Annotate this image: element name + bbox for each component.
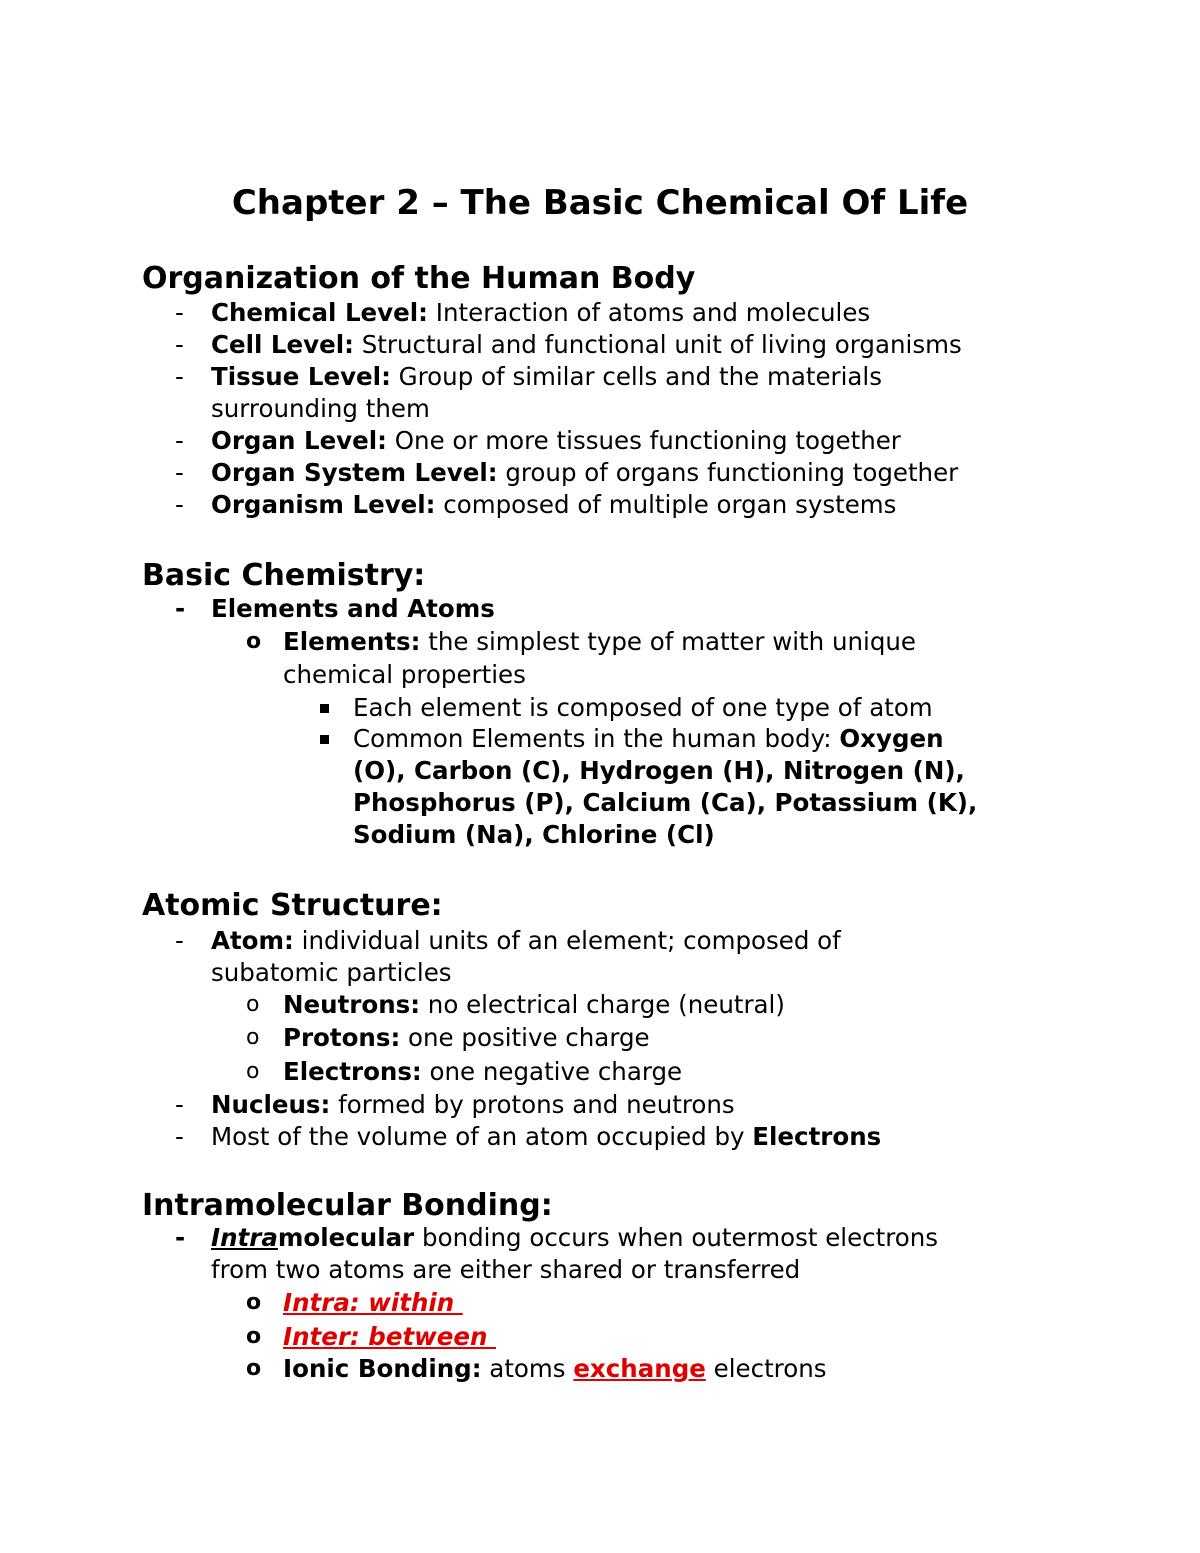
- circle-marker: o: [246, 992, 260, 1017]
- item-term: Tissue Level:: [211, 362, 391, 391]
- item-text: the simplest type of matter with unique: [420, 627, 916, 656]
- item-term: Elements:: [283, 627, 421, 656]
- item-term: Protons:: [283, 1023, 401, 1052]
- page-title: Chapter 2 – The Basic Chemical Of Life: [231, 183, 969, 223]
- item-term: Nucleus:: [211, 1090, 331, 1119]
- square-bullet-icon: [320, 735, 329, 744]
- item-text: formed by protons and neutrons: [330, 1090, 735, 1119]
- dash-marker: -: [175, 926, 184, 955]
- item-term: Cell Level:: [211, 330, 354, 359]
- dash-marker: -: [175, 298, 184, 327]
- circle-marker: o: [246, 1059, 260, 1084]
- circle-marker: o: [246, 1290, 262, 1315]
- item-term: Organism Level:: [211, 490, 436, 519]
- circle-marker: o: [246, 1324, 262, 1349]
- item-text: atoms: [481, 1354, 574, 1383]
- dash-marker: -: [175, 1223, 186, 1252]
- dash-marker: -: [175, 594, 186, 623]
- item-text: one negative charge: [421, 1057, 683, 1086]
- circle-marker: o: [246, 629, 262, 654]
- dash-marker: -: [175, 490, 184, 519]
- dash-marker: -: [175, 1122, 184, 1151]
- dash-marker: -: [175, 330, 184, 359]
- item-text: group of organs functioning together: [497, 458, 959, 487]
- item-term: Phosphorus (P), Calcium (Ca), Potassium (K),: [353, 788, 978, 817]
- item-term: Electrons:: [283, 1057, 422, 1086]
- dash-marker: -: [175, 362, 184, 391]
- section-heading-organization: Organization of the Human Body: [142, 261, 696, 296]
- item-text: electrons: [705, 1354, 827, 1383]
- item-text: Structural and functional unit of living organisms: [353, 330, 962, 359]
- dash-marker: -: [175, 426, 184, 455]
- item-text: one positive charge: [400, 1023, 650, 1052]
- square-bullet-icon: [320, 704, 329, 713]
- item-text: Most of the volume of an atom occupied by: [211, 1122, 753, 1151]
- item-text: subatomic particles: [211, 958, 452, 987]
- item-text: Each element is composed of one type of atom: [353, 693, 933, 722]
- item-term: Elements and Atoms: [211, 594, 495, 623]
- item-term: molecular: [277, 1223, 415, 1252]
- intra-definition: Intra: within: [283, 1288, 463, 1317]
- circle-marker: o: [246, 1025, 260, 1050]
- item-text: One or more tissues functioning together: [386, 426, 901, 455]
- intra-prefix: Intra: [211, 1223, 278, 1252]
- section-heading-atomic: Atomic Structure:: [142, 888, 443, 923]
- dash-marker: -: [175, 1090, 184, 1119]
- item-text: from two atoms are either shared or transferred: [211, 1255, 801, 1284]
- item-term: Organ Level:: [211, 426, 387, 455]
- item-text: Group of similar cells and the materials: [390, 362, 882, 391]
- item-term: Oxygen: [839, 724, 944, 753]
- item-text: surrounding them: [211, 394, 430, 423]
- item-term: Chemical Level:: [211, 298, 428, 327]
- item-text: individual units of an element; composed of: [293, 926, 841, 955]
- item-text: Common Elements in the human body:: [353, 724, 840, 753]
- item-term: Atom:: [211, 926, 294, 955]
- item-text: Interaction of atoms and molecules: [427, 298, 871, 327]
- item-term: Electrons: [752, 1122, 882, 1151]
- item-term: Sodium (Na), Chlorine (Cl): [353, 820, 715, 849]
- item-text: composed of multiple organ systems: [435, 490, 897, 519]
- item-text: bonding occurs when outermost electrons: [414, 1223, 939, 1252]
- item-term: Ionic Bonding:: [283, 1354, 482, 1383]
- exchange-highlight: exchange: [573, 1354, 706, 1383]
- circle-marker: o: [246, 1356, 262, 1381]
- item-term: (O), Carbon (C), Hydrogen (H), Nitrogen (N),: [353, 756, 965, 785]
- dash-marker: -: [175, 458, 184, 487]
- section-heading-chemistry: Basic Chemistry:: [142, 558, 426, 593]
- section-heading-bonding: Intramolecular Bonding:: [142, 1188, 553, 1223]
- inter-definition: Inter: between: [283, 1322, 496, 1351]
- item-text: no electrical charge (neutral): [420, 990, 785, 1019]
- item-term: Neutrons:: [283, 990, 421, 1019]
- item-text: chemical properties: [283, 660, 526, 689]
- item-term: Organ System Level:: [211, 458, 498, 487]
